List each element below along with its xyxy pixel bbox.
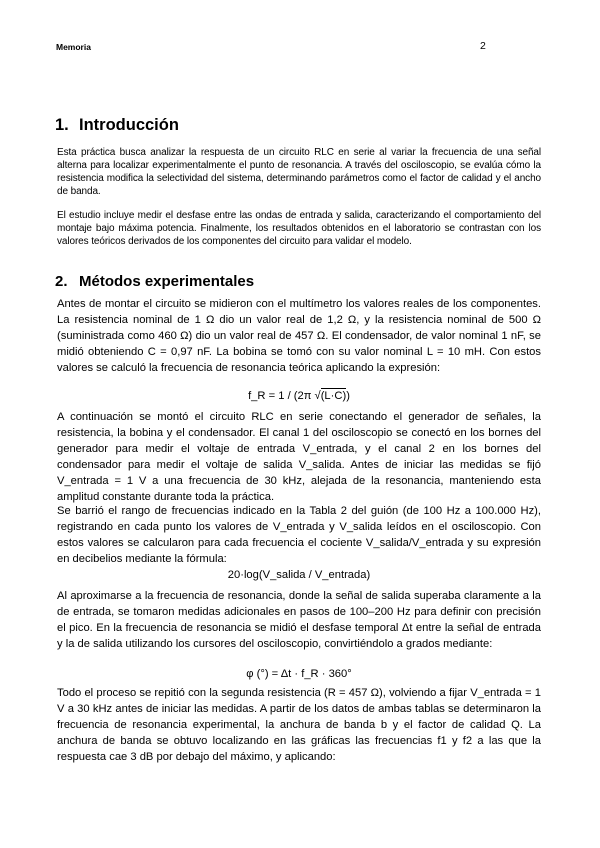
section-title: Métodos experimentales — [79, 273, 255, 290]
methods-paragraph-3: Se barrió el rango de frecuencias indicado en la Tabla 2 del guión (de 100 Hz a 100.000 Hz), registrando en cada punto los valores de V_entrada y V_salida leídos en el osciloscopio. Con estos valores se calcularon para cada frecuencia el cociente V_salida/V_entrada y su expresión en decibelios mediante la fórmula: — [57, 505, 541, 565]
formula-resonance-radicand: (L·C) — [320, 390, 347, 402]
section-number: 2. — [55, 273, 68, 290]
formula-resonance-suffix: ) — [346, 390, 350, 402]
intro-paragraph-2: El estudio incluye medir el desfase entre las ondas de entrada y salida, caracterizando el comportamiento del montaje bajo máxima potencia. Finalmente, los resultados obtenidos en el laboratorio se contrastan con los valores teóricos derivados de los componentes del circuito para validar el modelo. — [57, 210, 541, 248]
methods-paragraph-2: A continuación se montó el circuito RLC en serie conectando el generador de señales, la resistencia, la bobina y el condensador. El canal 1 del osciloscopio se conectó en los bornes del generador para medir el voltaje de entrada V_entrada, y el canal 2 en los bornes del condensador para medir el voltaje de salida V_salida. Antes de iniciar las medidas se fijó V_entrada = 1 V a una frecuencia de 30 kHz, alejada de la resonancia, manteniendo esta amplitud constante durante toda la práctica. — [57, 411, 541, 503]
methods-paragraph-4: Al aproximarse a la frecuencia de resonancia, donde la señal de salida superaba claramente a la de entrada, se tomaron medidas adicionales en pasos de 100–200 Hz para definir con precisión el pico. En la frecuencia de resonancia se midió el desfase temporal Δt entre la señal de entrada y la de salida utilizando los cursores del osciloscopio, convirtiéndolo a grados mediante: — [57, 590, 541, 650]
formula-decibel: 20·log(V_salida / V_entrada) — [227, 569, 371, 581]
methods-paragraph-1: Antes de montar el circuito se midieron con el multímetro los valores reales de los componentes. La resistencia nominal de 1 Ω dio un valor real de 1,2 Ω, y la resistencia nominal de 500 Ω (suministrada como 460 Ω) dio un valor real de 457 Ω. El condensador, de valor nominal 1 nF, se midió obteniendo C = 0,97 nF. La bobina se tomó con su valor nominal L = 10 mH. Con estos valores se calculó la frecuencia de resonancia teórica aplicando la expresión: — [57, 298, 541, 374]
intro-paragraph-1: Esta práctica busca analizar la respuesta de un circuito RLC en serie al variar la frecuencia de una señal alterna para localizar experimentalmente el punto de resonancia. A través del osciloscopio, se evalúa cómo la resistencia modifica la selectividad del sistema, determinando parámetros como el factor de calidad y el ancho de banda. — [57, 147, 541, 198]
formula-resonance-prefix: f_R = 1 / (2π √ — [248, 390, 321, 402]
section-heading-metodos — [55, 273, 254, 290]
section-heading-introduccion — [55, 116, 179, 135]
section-title: Introducción — [79, 116, 179, 134]
methods-paragraph-5: Todo el proceso se repitió con la segunda resistencia (R = 457 Ω), volviendo a fijar V_entrada = 1 V a 30 kHz antes de iniciar las medidas. A partir de los datos de ambas tablas se determinaron la frecuencia de resonancia experimental, la anchura de banda b y el factor de calidad Q. La anchura de banda se obtuvo localizando en las gráficas las frecuencias f1 y f2 a las que la respuesta cae 3 dB por debajo del máximo, y aplicando: — [57, 687, 541, 763]
running-header-title: Memoria — [56, 42, 91, 52]
formula-resonance-frequency — [57, 390, 541, 402]
formula-phase: φ (°) = Δt · f_R · 360° — [246, 668, 352, 680]
section-number: 1. — [55, 116, 69, 134]
page-number: 2 — [480, 40, 486, 52]
